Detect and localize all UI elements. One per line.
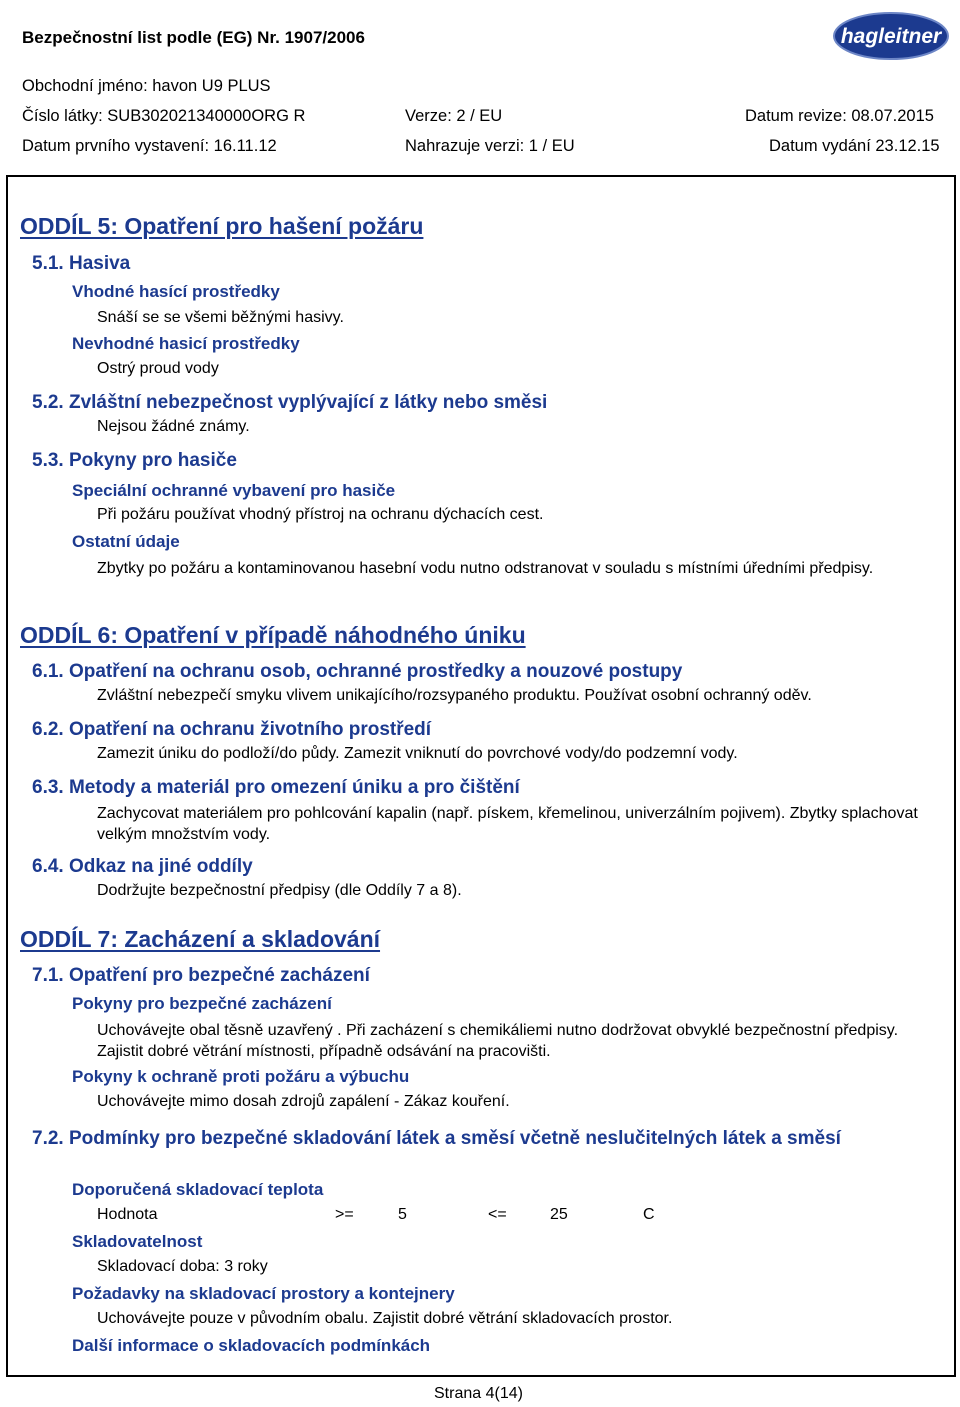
subsection-6-1 (32, 661, 682, 683)
first-issue-date: Datum prvního vystavení: 16.11.12 (22, 137, 277, 155)
subsection-6-4 (32, 856, 253, 878)
firefighter-ppe-text: Při požáru používat vhodný přístroj na ochranu dýchacích cest. (97, 506, 544, 523)
other-info-text: Zbytky po požáru a kontaminovanou hasební vodu nutno odstranovat v souladu s místními úředními předpisy. (97, 560, 874, 577)
section-7-title: ODDÍL 7: Zacházení a skladování (20, 926, 381, 952)
suitable-agents-label: Vhodné hasící prostředky (72, 282, 280, 301)
subsection-title: Hasiva (68, 253, 131, 274)
subsection-title: Opatření na ochranu životního prostředí (68, 719, 432, 740)
shelf-life-text: Skladovací doba: 3 roky (97, 1258, 268, 1275)
replaces-version: Nahrazuje verzi: 1 / EU (405, 137, 575, 155)
subsection-title: Opatření pro bezpečné zacházení (68, 965, 370, 986)
subsection-title: Zvláštní nebezpečnost vyplývající z látky nebo směsi (68, 392, 548, 413)
fire-protection-label: Pokyny k ochraně proti požáru a výbuchu (72, 1067, 410, 1086)
subsection-6-1-text: Zvláštní nebezpečí smyku vlivem unikajícího/rozsypaného produktu. Používat osobní ochranný oděv. (97, 687, 812, 704)
page-number: Strana 4(14) (434, 1385, 523, 1402)
subsection-6-3-text: Zachycovat materiálem pro pohlcování kapalin (např. pískem, křemelinou, univerzálním pojivem). Zbytky splachovat velkým množstvím vody. (97, 805, 918, 843)
firefighter-ppe-label: Speciální ochranné vybavení pro hasiče (72, 481, 396, 500)
subsection-number: 7.2. (32, 1128, 64, 1149)
revision-date: Datum revize: 08.07.2015 (745, 107, 934, 125)
subsection-title: Pokyny pro hasiče (68, 450, 237, 471)
subsection-title: Metody a materiál pro omezení úniku a pro čištění (68, 777, 520, 798)
temp-row-unit: C (643, 1206, 655, 1223)
subsection-6-3 (32, 777, 520, 799)
subsection-number: 5.1. (32, 253, 64, 274)
unsuitable-agents-label: Nevhodné hasicí prostředky (72, 334, 300, 353)
fire-protection-text: Uchovávejte mimo dosah zdrojů zapálení - Zákaz kouření. (97, 1093, 510, 1110)
safe-handling-label: Pokyny pro bezpečné zacházení (72, 994, 332, 1013)
safe-handling-text: Uchovávejte obal těsně uzavřený . Při zacházení s chemikáliemi nutno dodržovat obvyklé bezpečnostní předpisy. Zajistit dobré větrání místnosti, případně odsávání na pracovišti. (97, 1022, 899, 1060)
issue-date: Datum vydání 23.12.15 (769, 137, 940, 155)
version: Verze: 2 / EU (405, 107, 503, 125)
subsection-title: Podmínky pro bezpečné skladování látek a směsí včetně neslučitelných látek a směsí (68, 1128, 841, 1149)
subsection-number: 5.3. (32, 450, 64, 471)
storage-requirements-text: Uchovávejte pouze v původním obalu. Zajistit dobré větrání skladovacích prostor. (97, 1310, 673, 1327)
further-storage-info-label: Další informace o skladovacích podmínkách (72, 1336, 431, 1355)
subsection-5-3 (32, 450, 237, 472)
subsection-number: 6.4. (32, 856, 64, 877)
temp-row-op2: <= (488, 1206, 507, 1223)
other-info-label: Ostatní údaje (72, 532, 180, 551)
subsection-5-2 (32, 392, 547, 414)
subsection-6-2-text: Zamezit úniku do podloží/do půdy. Zamezit vniknutí do povrchové vody/do podzemní vody. (97, 745, 738, 762)
svg-text:hagleitner: hagleitner (840, 25, 942, 48)
subsection-7-1 (32, 965, 370, 987)
temp-row-max: 25 (550, 1206, 568, 1223)
document-title: Bezpečnostní list podle (EG) Nr. 1907/2006 (22, 28, 365, 47)
subsection-number: 6.1. (32, 661, 64, 682)
hagleitner-logo (832, 10, 950, 62)
temp-row-op1: >= (335, 1206, 354, 1223)
subsection-7-2 (32, 1126, 912, 1151)
unsuitable-agents-text: Ostrý proud vody (97, 360, 219, 377)
section-6-title: ODDÍL 6: Opatření v případě náhodného úniku (20, 622, 526, 648)
subsection-6-4-text: Dodržujte bezpečnostní předpisy (dle Oddíly 7 a 8). (97, 882, 462, 899)
subsection-5-1 (32, 253, 130, 275)
storage-requirements-label: Požadavky na skladovací prostory a kontejnery (72, 1284, 455, 1303)
subsection-number: 6.2. (32, 719, 64, 740)
shelf-life-label: Skladovatelnost (72, 1232, 203, 1251)
subsection-number: 7.1. (32, 965, 64, 986)
subsection-5-2-text: Nejsou žádné známy. (97, 418, 250, 435)
suitable-agents-text: Snáší se se všemi běžnými hasivy. (97, 309, 344, 326)
temp-row-min: 5 (398, 1206, 407, 1223)
subsection-6-2 (32, 719, 431, 741)
storage-temperature-label: Doporučená skladovací teplota (72, 1180, 324, 1199)
subsection-number: 6.3. (32, 777, 64, 798)
section-5-title: ODDÍL 5: Opatření pro hašení požáru (20, 213, 424, 239)
subsection-title: Odkaz na jiné oddíly (68, 856, 253, 877)
substance-number: Číslo látky: SUB302021340000ORG R (22, 107, 306, 125)
temp-row-name: Hodnota (97, 1206, 158, 1223)
trade-name: Obchodní jméno: havon U9 PLUS (22, 77, 271, 95)
subsection-title: Opatření na ochranu osob, ochranné prostředky a nouzové postupy (68, 661, 683, 682)
subsection-number: 5.2. (32, 392, 64, 413)
